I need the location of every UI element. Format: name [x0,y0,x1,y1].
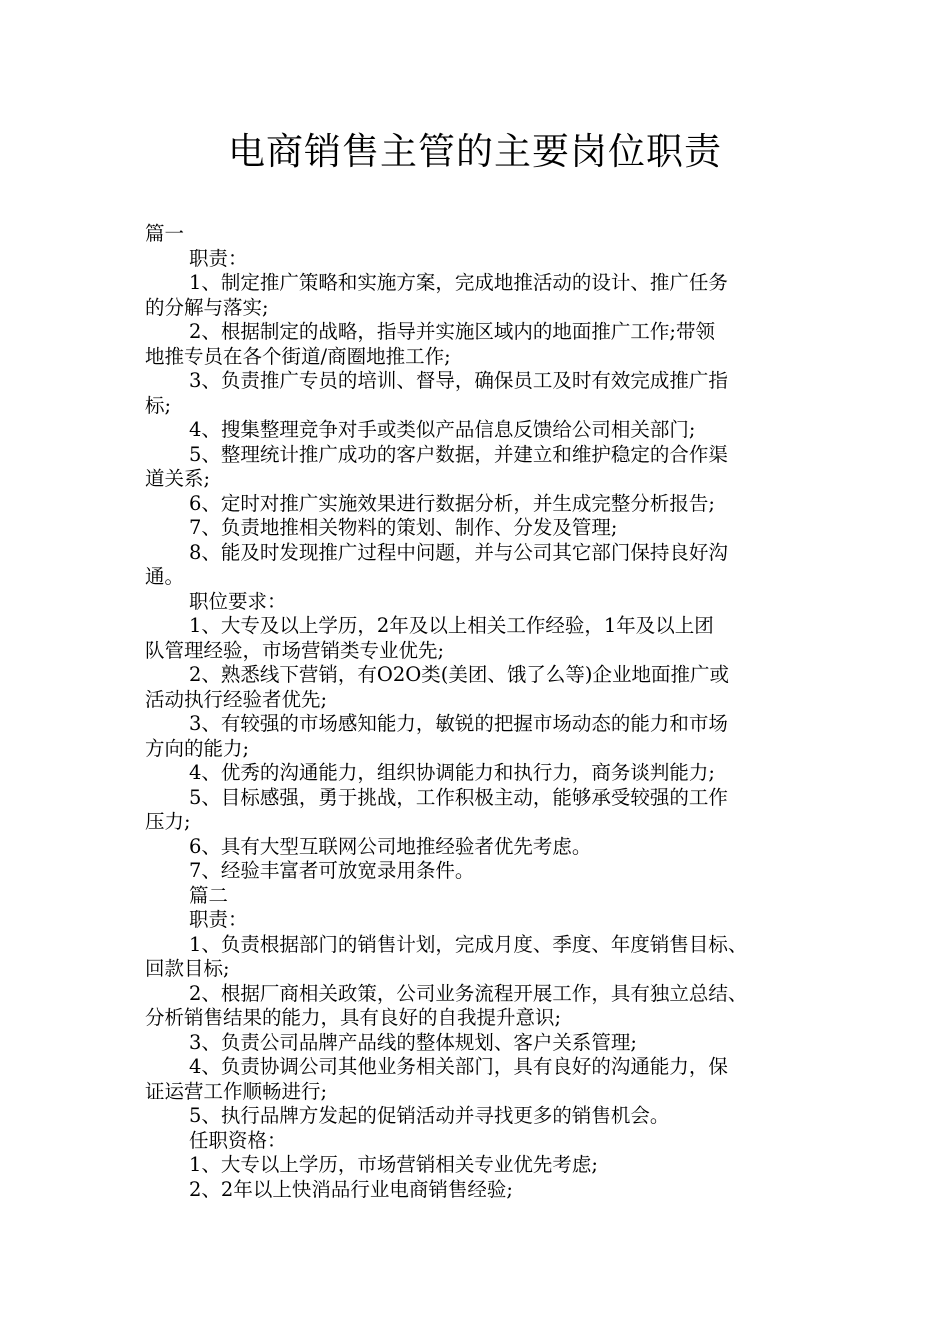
text-line: 方向的能力; [145,736,250,760]
text-line: 5、执行品牌方发起的促销活动并寻找更多的销售机会。 [189,1104,670,1127]
text-line: 5、整理统计推广成功的客户数据，并建立和维护稳定的合作渠 [189,442,728,466]
text-line: 通。 [145,565,185,588]
text-line: 5、目标感强，勇于挑战，工作积极主动，能够承受较强的工作 [189,785,728,809]
text-line: 分析销售结果的能力，具有良好的自我提升意识; [145,1006,562,1029]
text-line: 6、具有大型互联网公司地推经验者优先考虑。 [189,834,592,858]
text-line: 篇一 [145,222,185,245]
text-line: 证运营工作顺畅进行; [145,1079,328,1103]
text-line: 职位要求： [189,589,287,613]
text-line: 标; [145,393,172,417]
text-line: 任职资格： [189,1128,287,1152]
text-line: 2、熟悉线下营销，有O2O类(美团、饿了么等)企业地面推广或 [189,663,730,686]
text-line: 回款目标; [145,957,230,980]
text-line: 1、大专及以上学历，2年及以上相关工作经验，1年及以上团 [189,614,714,637]
text-line: 道关系; [145,467,211,490]
text-line: 1、负责根据部门的销售计划，完成月度、季度、年度销售目标、 [189,932,748,956]
text-line: 活动执行经验者优先; [145,687,328,711]
text-line: 地推专员在各个街道/商圈地推工作; [145,344,451,368]
text-line: 7、负责地推相关物料的策划、制作、分发及管理; [189,516,618,539]
text-line: 压力; [145,810,191,833]
text-line: 职责： [189,246,248,270]
text-line: 4、负责协调公司其他业务相关部门，具有良好的沟通能力，保 [189,1055,728,1078]
text-line: 8、能及时发现推广过程中问题，并与公司其它部门保持良好沟 [189,540,728,564]
text-line: 队管理经验，市场营销类专业优先; [145,638,445,662]
text-line: 2、2年以上快消品行业电商销售经验; [189,1177,513,1201]
text-line: 6、定时对推广实施效果进行数据分析，并生成完整分析报告; [189,491,715,515]
text-line: 的分解与落实; [145,295,269,319]
text-line: 3、负责公司品牌产品线的整体规划、客户关系管理; [189,1030,637,1054]
text-line: 2、根据制定的战略，指导并实施区域内的地面推广工作;带领 [189,320,715,343]
text-line: 7、经验丰富者可放宽录用条件。 [189,859,475,882]
text-line: 篇二 [189,883,229,907]
document-body [145,222,830,1202]
text-line: 3、负责推广专员的培训、督导，确保员工及时有效完成推广指 [189,369,728,392]
text-line: 4、搜集整理竞争对手或类似产品信息反馈给公司相关部门; [189,418,696,441]
document-title: 电商销售主管的主要岗位职责 [228,130,722,173]
text-line: 4、优秀的沟通能力，组织协调能力和执行力，商务谈判能力; [189,761,715,784]
text-line: 职责： [189,908,248,931]
text-line: 2、根据厂商相关政策，公司业务流程开展工作，具有独立总结、 [189,981,748,1005]
text-line: 1、大专以上学历，市场营销相关专业优先考虑; [189,1153,598,1176]
text-line: 3、有较强的市场感知能力，敏锐的把握市场动态的能力和市场 [189,712,728,735]
text-line: 1、制定推广策略和实施方案，完成地推活动的设计、推广任务 [189,271,728,294]
